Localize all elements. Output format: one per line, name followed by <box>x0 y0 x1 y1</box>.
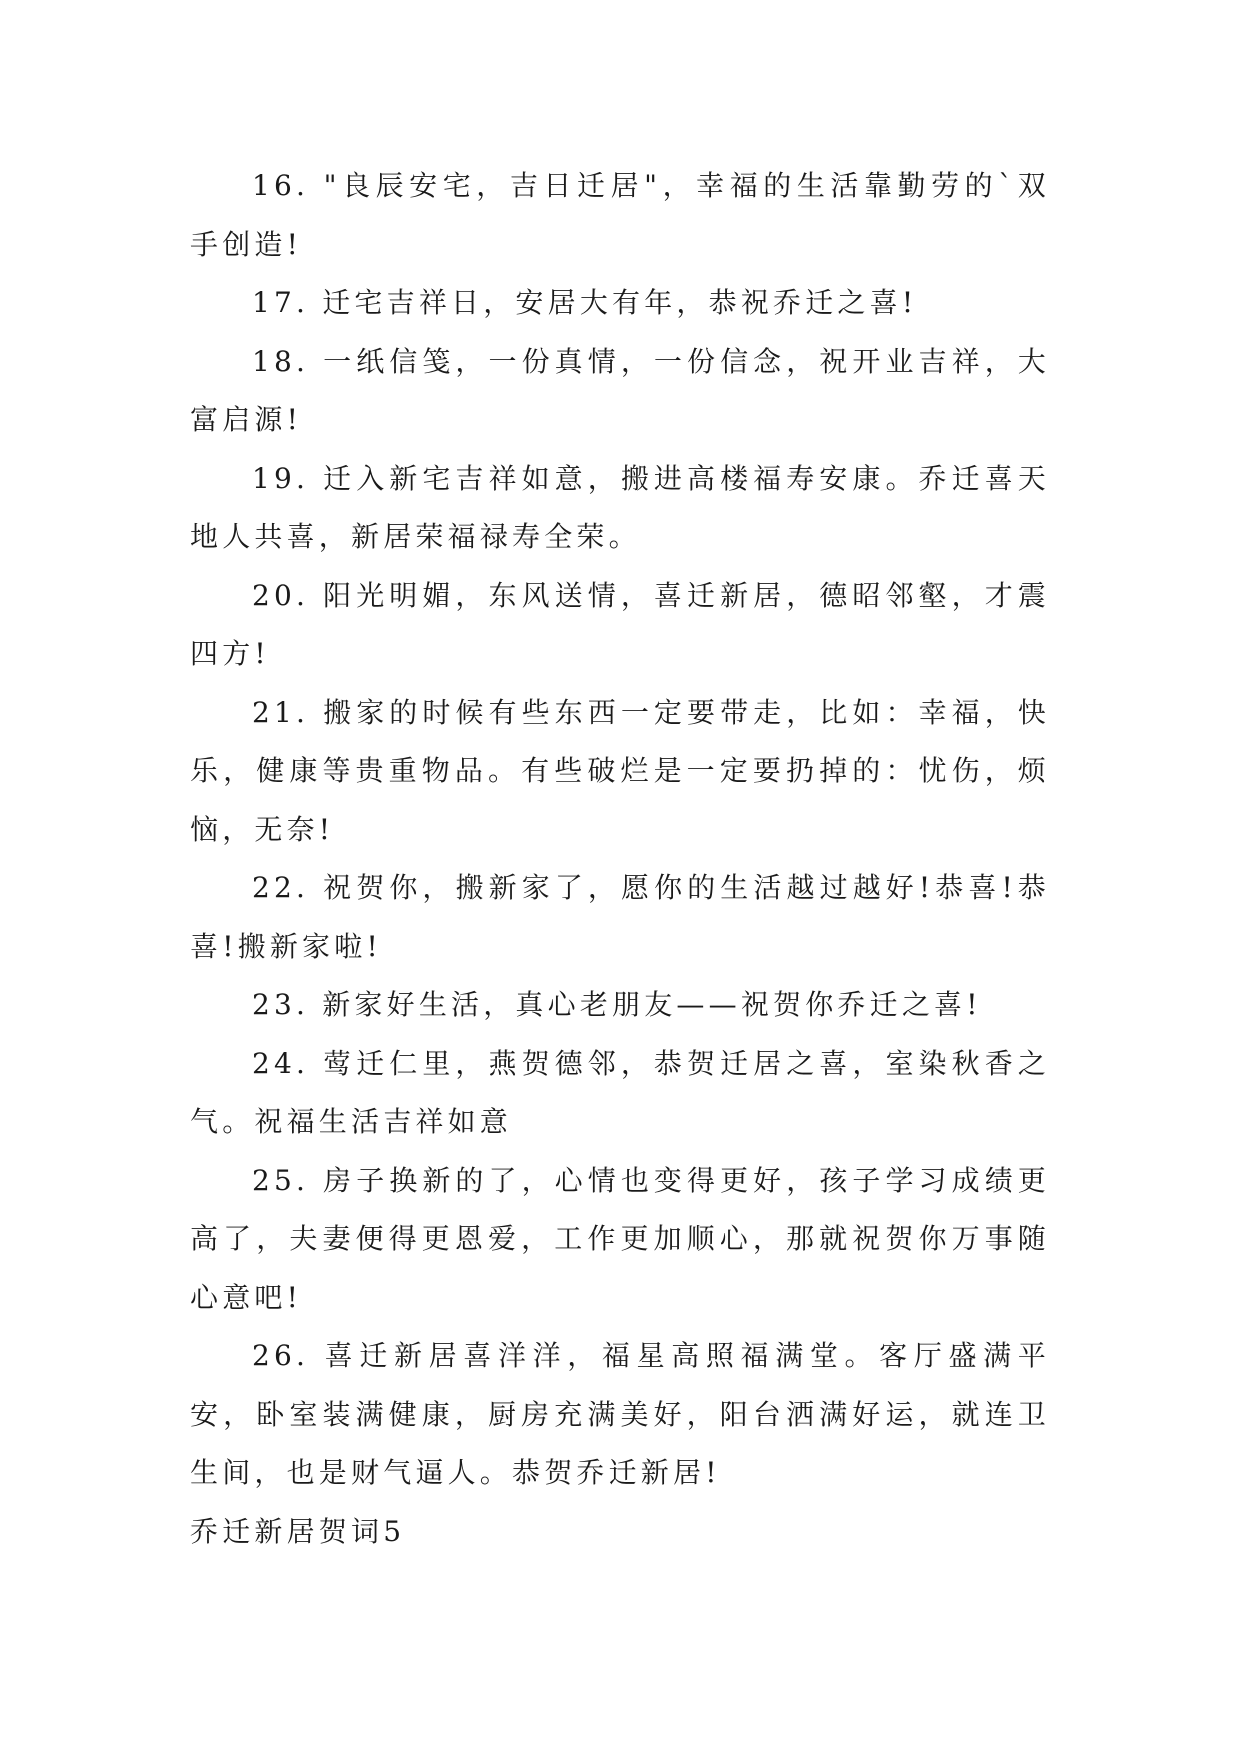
paragraph-25: 25. 房子换新的了，心情也变得更好，孩子学习成绩更高了，夫妻便得更恩爱，工作更加顺心，那就祝贺你万事随心意吧! <box>190 1163 1050 1314</box>
paragraph-20: 20. 阳光明媚，东风送情，喜迁新居，德昭邻壑，才震四方! <box>190 578 1050 670</box>
paragraph-21: 21. 搬家的时候有些东西一定要带走，比如：幸福，快乐，健康等贵重物品。有些破烂是一定要扔掉的：忧伤，烦恼，无奈! <box>190 695 1050 846</box>
paragraph-22: 22. 祝贺你，搬新家了，愿你的生活越过越好!恭喜!恭喜!搬新家啦! <box>190 871 1050 963</box>
paragraph-24: 24. 莺迁仁里，燕贺德邻，恭贺迁居之喜，室染秋香之气。祝福生活吉祥如意 <box>190 1046 1050 1138</box>
paragraph-17: 17. 迁宅吉祥日，安居大有年，恭祝乔迁之喜! <box>252 286 918 319</box>
paragraph-26: 26. 喜迁新居喜洋洋，福星高照福满堂。客厅盛满平安，卧室装满健康，厨房充满美好，阳台洒满好运，就连卫生间，也是财气逼人。恭贺乔迁新居! <box>190 1339 1050 1489</box>
paragraph-18: 18. 一纸信笺，一份真情，一份信念，祝开业吉祥，大富启源! <box>190 344 1050 436</box>
section-heading: 乔迁新居贺词5 <box>190 1514 406 1548</box>
paragraph-23: 23. 新家好生活，真心老朋友——祝贺你乔迁之喜! <box>252 988 982 1021</box>
document-body <box>190 157 1050 1561</box>
paragraph-16: 16. "良辰安宅，吉日迁居"，幸福的生活靠勤劳的`双手创造! <box>190 169 1050 261</box>
paragraph-19: 19. 迁入新宅吉祥如意，搬进高楼福寿安康。乔迁喜天地人共喜，新居荣福禄寿全荣。 <box>190 461 1050 553</box>
